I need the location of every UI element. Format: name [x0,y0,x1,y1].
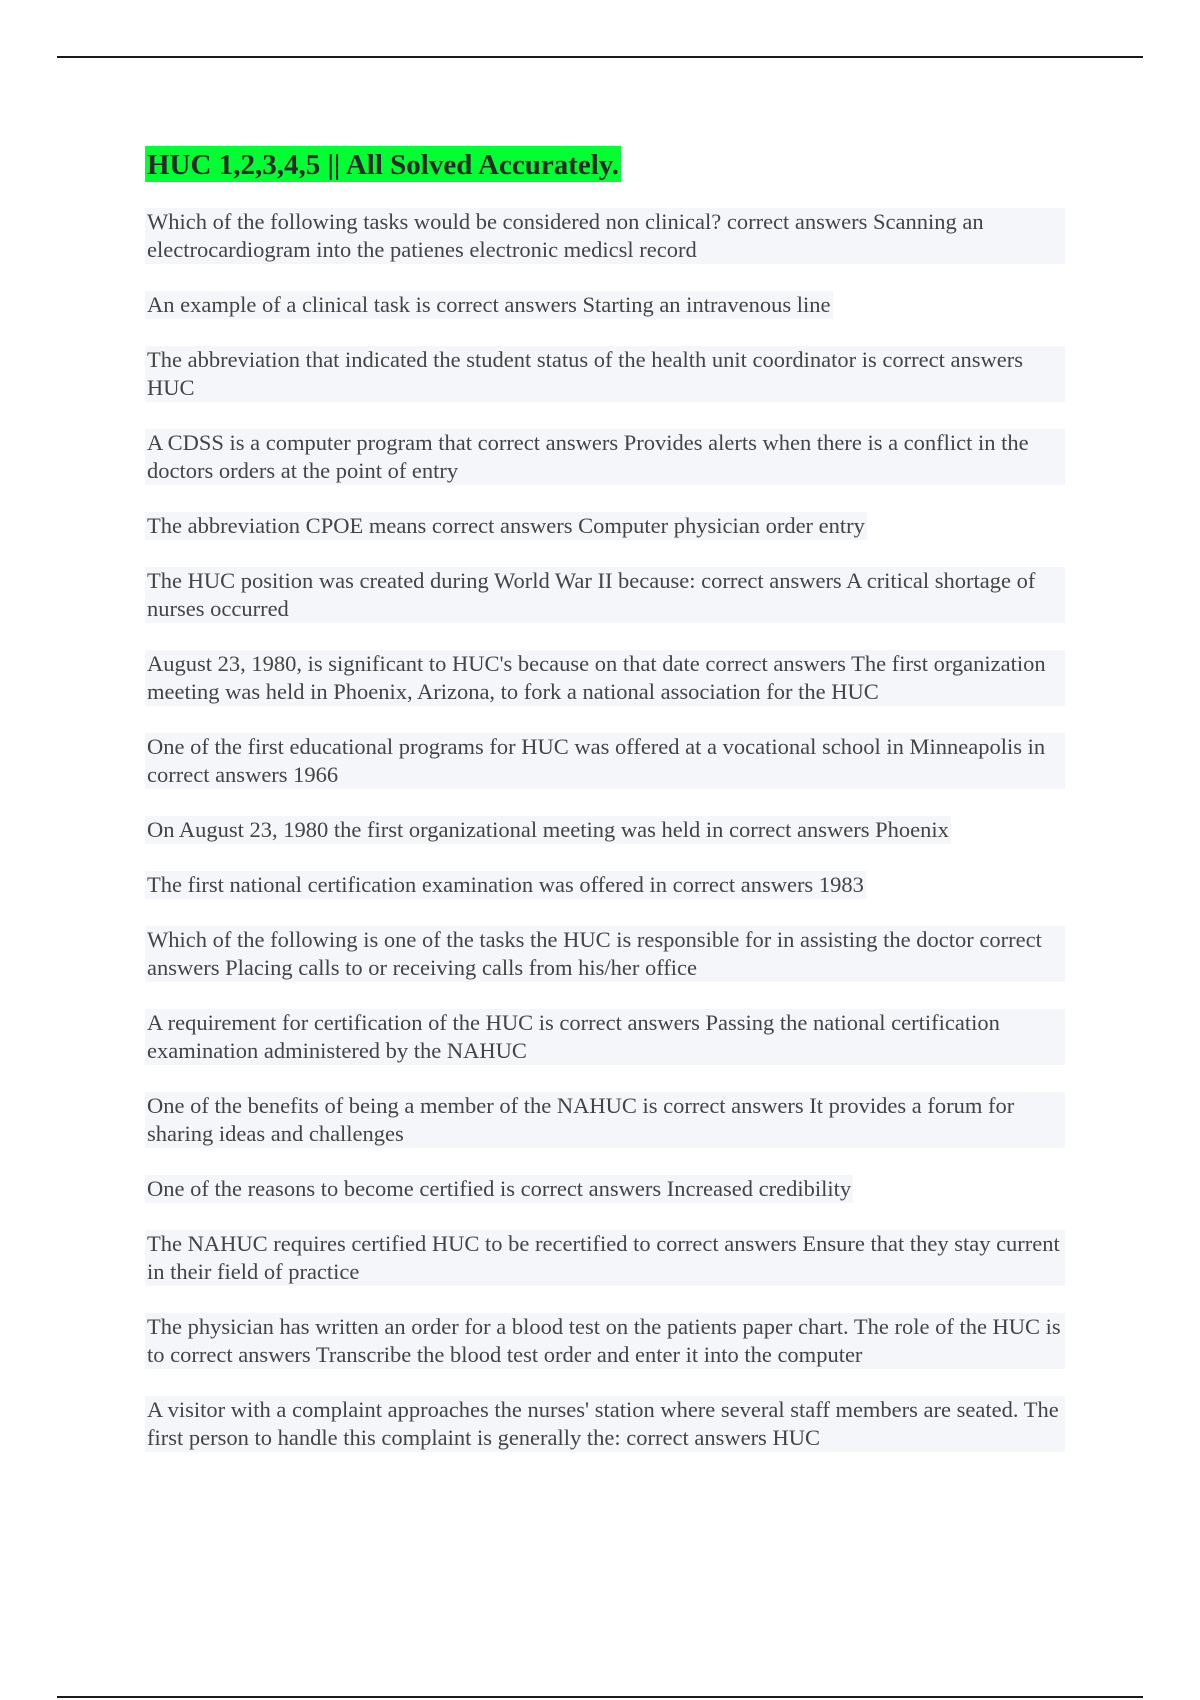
qa-item-2: An example of a clinical task is correct answers Starting an intravenous line [147,292,831,317]
document-title: HUC 1,2,3,4,5 || All Solved Accurately. [145,146,621,182]
qa-item-1: Which of the following tasks would be considered non clinical? correct answers Scanning an electrocardiogram into the patienes electronic medicsl record [145,208,1065,264]
question-answer-list [145,208,1065,1452]
qa-item-11: Which of the following is one of the tasks the HUC is responsible for in assisting the doctor correct answers Placing calls to or receiving calls from his/her office [145,926,1065,982]
qa-item-4: A CDSS is a computer program that correct answers Provides alerts when there is a conflict in the doctors orders at the point of entry [145,429,1065,485]
qa-item-10: The first national certification examination was offered in correct answers 1983 [147,872,864,897]
bottom-rule [57,1696,1143,1698]
qa-item-6: The HUC position was created during World War II because: correct answers A critical shortage of nurses occurred [145,567,1065,623]
qa-item-3: The abbreviation that indicated the student status of the health unit coordinator is correct answers HUC [145,346,1065,402]
top-rule [57,56,1143,58]
qa-item-9: On August 23, 1980 the first organizational meeting was held in correct answers Phoenix [147,817,949,842]
qa-item-5: The abbreviation CPOE means correct answers Computer physician order entry [147,513,865,538]
qa-item-15: The NAHUC requires certified HUC to be recertified to correct answers Ensure that they stay current in their field of practice [145,1230,1065,1286]
qa-item-17: A visitor with a complaint approaches the nurses' station where several staff members are seated. The first person to handle this complaint is generally the: correct answers HUC [145,1396,1065,1452]
qa-item-12: A requirement for certification of the HUC is correct answers Passing the national certification examination administered by the NAHUC [145,1009,1065,1065]
document-body [145,146,1065,1479]
qa-item-7: August 23, 1980, is significant to HUC's because on that date correct answers The first organization meeting was held in Phoenix, Arizona, to fork a national association for the HUC [145,650,1065,706]
qa-item-8: One of the first educational programs for HUC was offered at a vocational school in Minneapolis in correct answers 1966 [145,733,1065,789]
qa-item-16: The physician has written an order for a blood test on the patients paper chart. The role of the HUC is to correct answers Transcribe the blood test order and enter it into the computer [145,1313,1065,1369]
qa-item-14: One of the reasons to become certified is correct answers Increased credibility [147,1176,852,1201]
qa-item-13: One of the benefits of being a member of the NAHUC is correct answers It provides a forum for sharing ideas and challenges [145,1092,1065,1148]
